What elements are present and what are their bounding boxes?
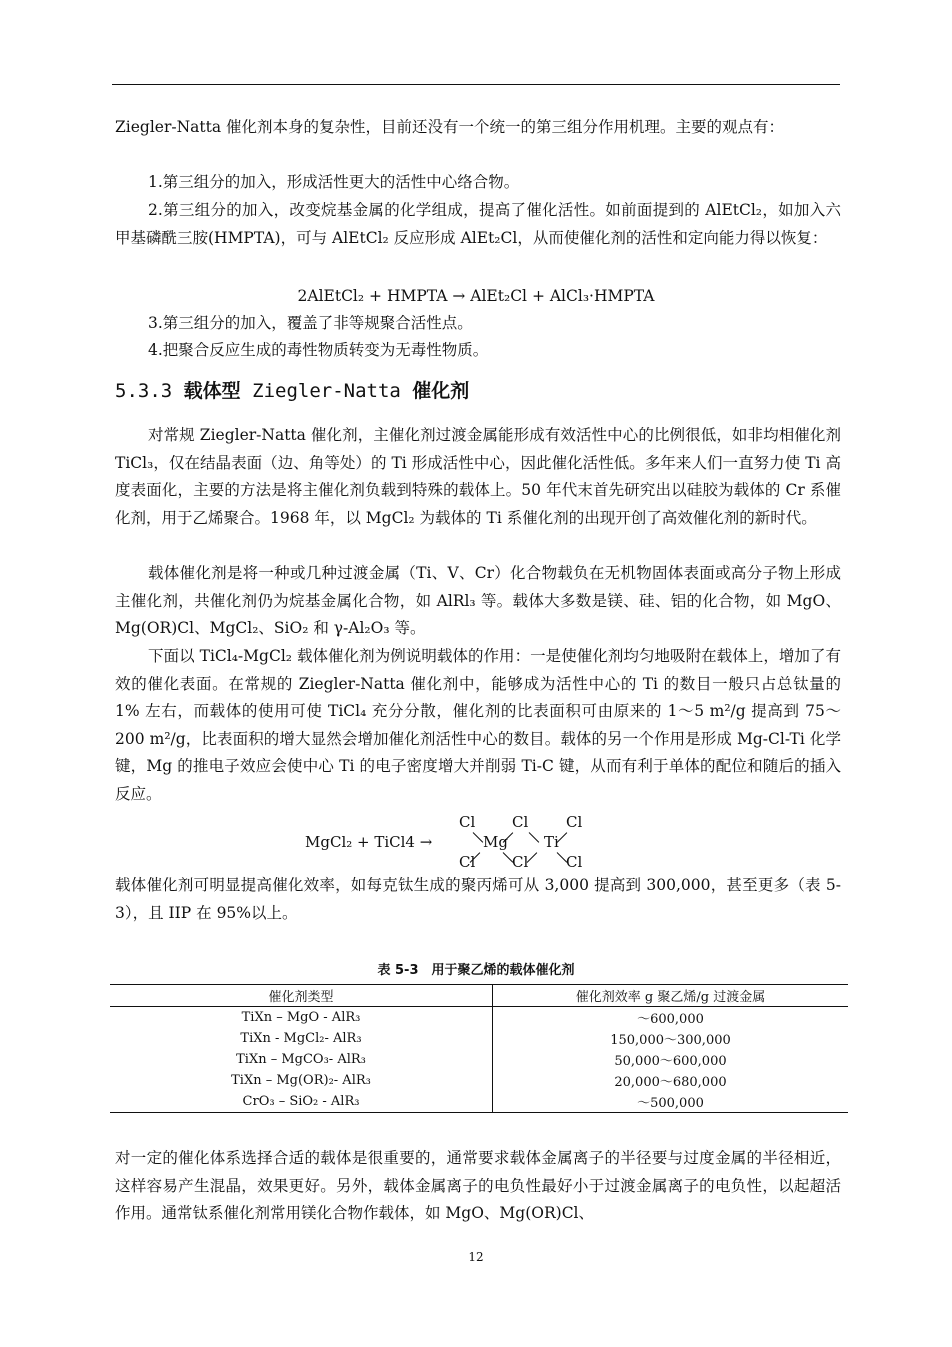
table-cell: 20,000～680,000 (614, 1075, 727, 1090)
table-row (110, 1007, 848, 1029)
atom-cl: Cl (512, 853, 529, 871)
table-cell: TiXn – MgCO₃- AlR₃ (110, 1049, 493, 1070)
atom-mg: Mg (483, 833, 508, 851)
table-cell: 50,000～600,000 (614, 1054, 727, 1069)
atom-ti: Ti (544, 833, 559, 851)
paragraph-support-role: 下面以 TiCl₄-MgCl₂ 载体催化剂为例说明载体的作用：一是使催化剂均匀地吸附在载体上，增加了有效的催化表面。在常规的 Ziegler-Natta 催化剂中，能够成为活性中心的 Ti 的数目一般只占总钛量的 1% 左右，而载体的使用可使 TiCl₄ 充分分散，催化剂的比表面积可由原来的 1～5 m²/g 提高到 75～200 m²/g，比表面积的增大显然会增加催化剂活性中心的数目。载体的另一个作用是形成 Mg-Cl-Ti 化学键，Mg 的推电子效应会使中心 Ti 的电子密度增大并削弱 Ti-C 键，从而有利于单体的配位和随后的插入反应。 (115, 647, 841, 803)
paragraph-support-selection: 对一定的催化体系选择合适的载体是很重要的，通常要求载体金属离子的半径要与过度金属的半径相近，这样容易产生混晶，效果更好。另外，载体金属离子的电负性最好小于过渡金属离子的电负性，以起超活作用。通常钛系催化剂常用镁化合物作载体，如 MgO、Mg(OR)Cl、 (115, 1149, 841, 1223)
table-cell: ～500,000 (493, 1091, 849, 1113)
table-cell: 150,000～300,000 (610, 1033, 731, 1048)
table-cell: TiXn – MgO - AlR₃ (110, 1007, 493, 1029)
list-item-4: 4.把聚合反应生成的毒性物质转变为无毒性物质。 (148, 341, 489, 359)
table-caption: 表 5-3 用于聚乙烯的载体催化剂 (377, 963, 575, 978)
section-number: 5.3.3 (115, 380, 173, 402)
page-number: 12 (468, 1250, 484, 1264)
catalyst-table (110, 984, 848, 1113)
bond-line (473, 832, 484, 843)
table-header-efficiency: 催化剂效率 g 聚乙烯/g 过渡金属 (493, 985, 849, 1007)
section-title-en: Ziegler-Natta (252, 380, 401, 402)
atom-cl: Cl (459, 813, 476, 831)
reaction-left: MgCl₂ + TiCl4 → (305, 833, 433, 851)
section-title-cn1: 载体型 (183, 380, 241, 402)
paragraph-intro: Ziegler-Natta 催化剂本身的复杂性，目前还没有一个统一的第三组分作用机理。主要的观点有： (115, 118, 785, 136)
table-row (110, 1049, 848, 1070)
bond-line (529, 832, 540, 843)
atom-cl: Cl (512, 813, 529, 831)
table-cell: ～600,000 (637, 1012, 704, 1027)
table-cell: TiXn – Mg(OR)₂- AlR₃ (110, 1070, 493, 1091)
list-item-2: 2.第三组分的加入，改变烷基金属的化学组成，提高了催化活性。如前面提到的 AlEtCl₂，如加入六甲基磷酰三胺(HMPTA)，可与 AlEtCl₂ 反应形成 AlEt₂Cl，从而使催化剂的活性和定向能力得以恢复： (115, 201, 841, 247)
header-rule (112, 84, 840, 85)
table-row (110, 1028, 848, 1049)
table-row (110, 1070, 848, 1091)
atom-cl: Cl (566, 853, 583, 871)
equation-hmpta: 2AlEtCl₂ + HMPTA → AlEt₂Cl + AlCl₃·HMPTA (297, 287, 655, 305)
table-row (110, 1091, 848, 1113)
paragraph-supported: 载体催化剂是将一种或几种过渡金属（Ti、V、Cr）化合物载负在无机物固体表面或高分子物上形成主催化剂，共催化剂仍为烷基金属化合物，如 AlRl₃ 等。载体大多数是镁、硅、铝的化合物，如 MgO、Mg(OR)Cl、MgCl₂、SiO₂ 和 γ-Al₂O₃ 等。 (115, 564, 841, 638)
table-cell: TiXn - MgCl₂- AlR₃ (110, 1028, 493, 1049)
atom-cl: Cl (459, 853, 476, 871)
list-item-1: 1.第三组分的加入，形成活性更大的活性中心络合物。 (148, 173, 520, 191)
list-item-3: 3.第三组分的加入，覆盖了非等规聚合活性点。 (148, 314, 473, 332)
section-title-cn2: 催化剂 (412, 380, 470, 402)
paragraph-efficiency: 载体催化剂可明显提高催化效率，如每克钛生成的聚丙烯可从 3,000 提高到 300,000，甚至更多（表 5-3），且 IIP 在 95%以上。 (115, 876, 841, 922)
paragraph-conventional: 对常规 Ziegler-Natta 催化剂，主催化剂过渡金属能形成有效活性中心的比例很低，如非均相催化剂 TiCl₃，仅在结晶表面（边、角等处）的 Ti 形成活性中心，因此催化活性低。多年来人们一直努力使 Ti 高度表面化，主要的方法是将主催化剂负载到特殊的载体上。50 年代末首先研究出以硅胶为载体的 Cr 系催化剂，用于乙烯聚合。1968 年，以 MgCl₂ 为载体的 Ti 系催化剂的出现开创了高效催化剂的新时代。 (115, 426, 841, 527)
section-heading (115, 378, 469, 404)
atom-cl: Cl (566, 813, 583, 831)
table-cell: CrO₃ – SiO₂ - AlR₃ (110, 1091, 493, 1113)
table-header-type: 催化剂类型 (110, 985, 493, 1007)
